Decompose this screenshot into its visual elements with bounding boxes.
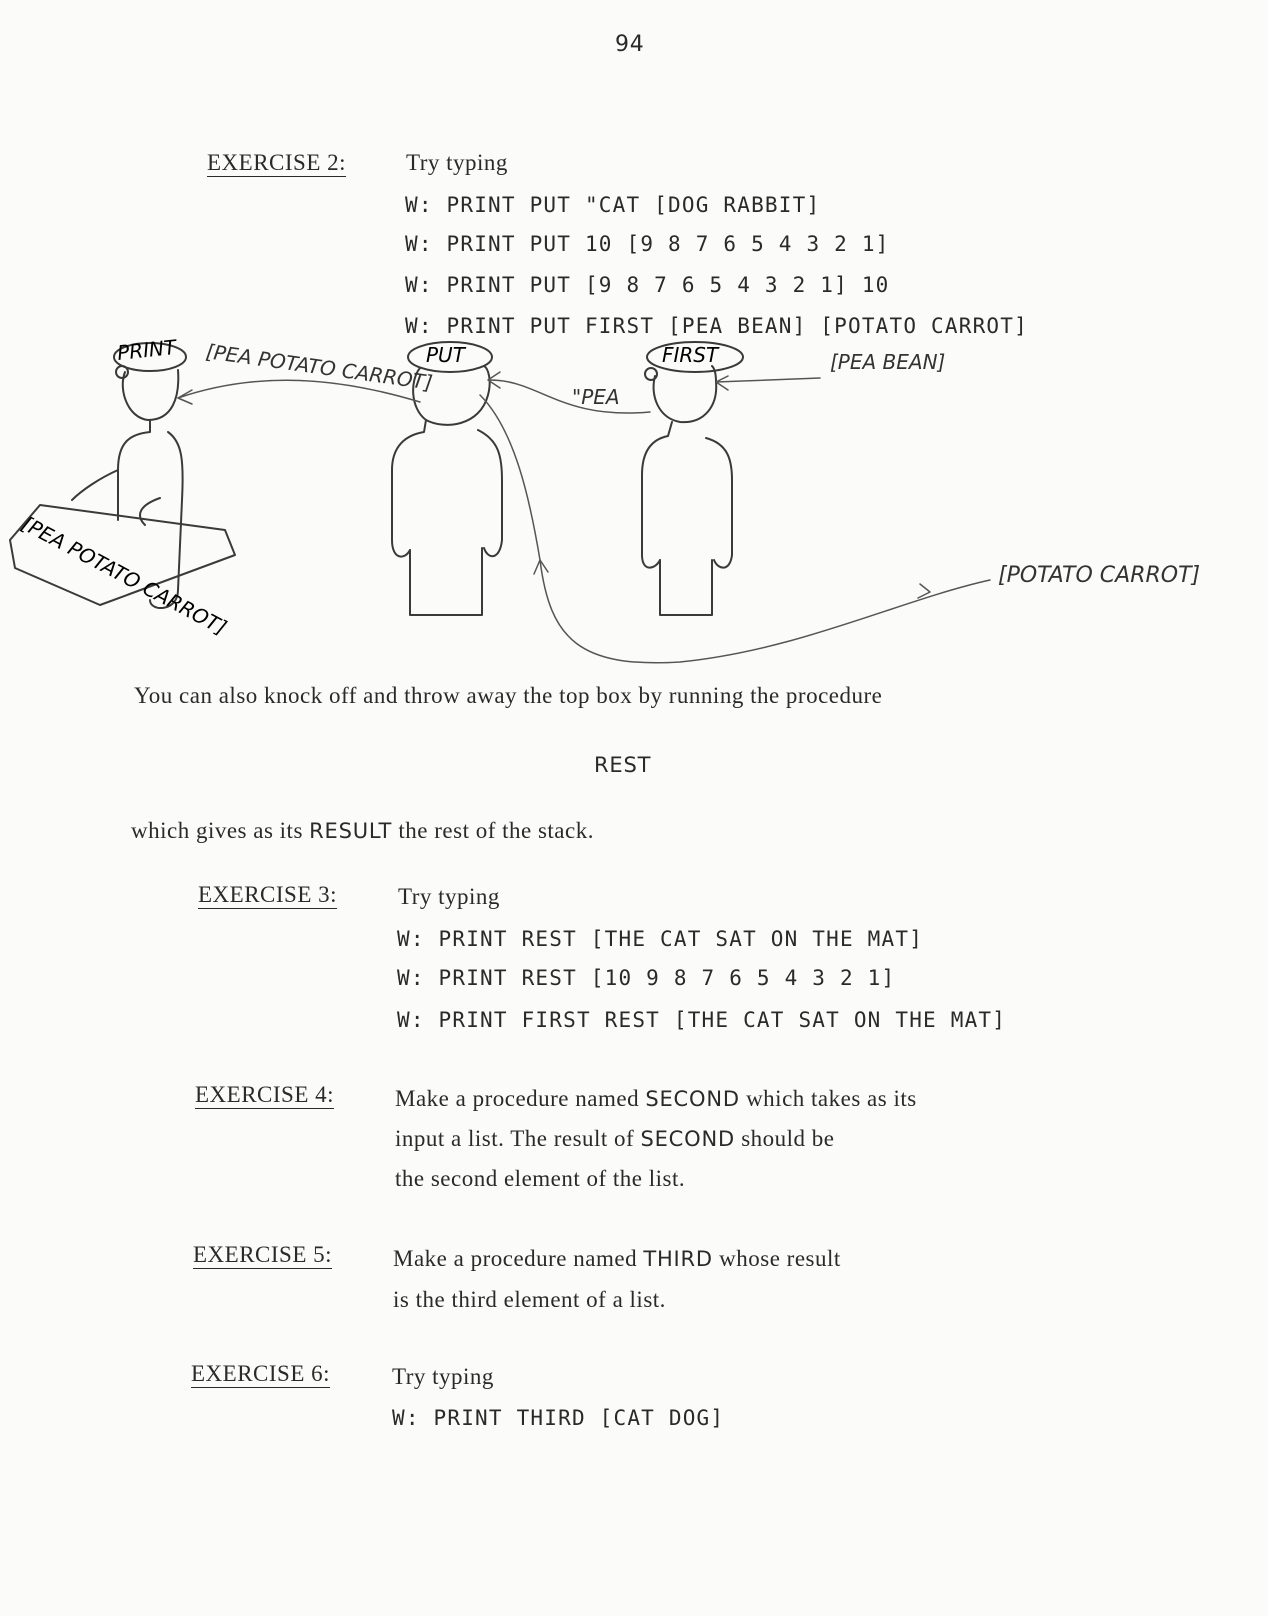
paragraph-rest-result: which gives as its RESULT the rest of the stack.: [131, 818, 594, 843]
exercise-5-line-1: Make a procedure named THIRD whose result: [393, 1246, 841, 1271]
exercise-4-line-2: input a list. The result of SECOND should be: [395, 1126, 835, 1151]
label-pea-potato-carrot: [PEA POTATO CARROT]: [204, 339, 435, 395]
print-hat-label: PRINT: [116, 334, 178, 365]
paragraph-knock-off: You can also knock off and throw away the top box by running the procedure: [134, 683, 883, 708]
exercise-2-line-1: W: PRINT PUT "CAT [DOG RABBIT]: [405, 193, 821, 217]
exercise-4-label: EXERCISE 4:: [195, 1082, 335, 1107]
paper-text: [PEA POTATO CARROT]: [17, 511, 231, 640]
exercise-3-intro: Try typing: [398, 884, 500, 909]
exercise-3-line-3: W: PRINT FIRST REST [THE CAT SAT ON THE MAT]: [397, 1008, 1007, 1032]
exercise-2-line-3: W: PRINT PUT [9 8 7 6 5 4 3 2 1] 10: [405, 273, 890, 297]
first-person-figure: [642, 342, 743, 615]
arrow-pea-bean-to-first: [716, 378, 820, 382]
exercise-4-line-3: the second element of the list.: [395, 1166, 686, 1191]
exercise-6-line-1: W: PRINT THIRD [CAT DOG]: [392, 1406, 725, 1430]
arrow-potato-carrot-to-put: [480, 395, 990, 663]
label-pea-bean: [PEA BEAN]: [830, 350, 946, 374]
procedure-people-illustration: [0, 330, 1268, 680]
exercise-2-label: EXERCISE 2:: [207, 150, 347, 175]
exercise-3-line-2: W: PRINT REST [10 9 8 7 6 5 4 3 2 1]: [397, 966, 896, 990]
exercise-6-intro: Try typing: [392, 1364, 494, 1389]
arrow-first-to-put: [490, 380, 650, 413]
put-hat-label: PUT: [426, 343, 465, 367]
page-number: 94: [615, 32, 645, 57]
first-hat-label: FIRST: [662, 343, 719, 367]
exercise-5-label: EXERCISE 5:: [193, 1242, 333, 1267]
label-potato-carrot: [POTATO CARROT]: [998, 563, 1201, 588]
exercise-5-line-2: is the third element of a list.: [393, 1287, 666, 1312]
exercise-2-line-2: W: PRINT PUT 10 [9 8 7 6 5 4 3 2 1]: [405, 232, 890, 256]
exercise-3-line-1: W: PRINT REST [THE CAT SAT ON THE MAT]: [397, 927, 924, 951]
exercise-3-label: EXERCISE 3:: [198, 882, 338, 907]
rest-keyword: REST: [594, 753, 652, 777]
exercise-2-intro: Try typing: [406, 150, 508, 175]
exercise-4-line-1: Make a procedure named SECOND which takes as its: [395, 1086, 917, 1111]
exercise-6-label: EXERCISE 6:: [191, 1361, 331, 1386]
label-pea: "PEA: [572, 385, 620, 409]
exercise-2-line-4: W: PRINT PUT FIRST [PEA BEAN] [POTATO CARROT]: [405, 314, 1028, 338]
